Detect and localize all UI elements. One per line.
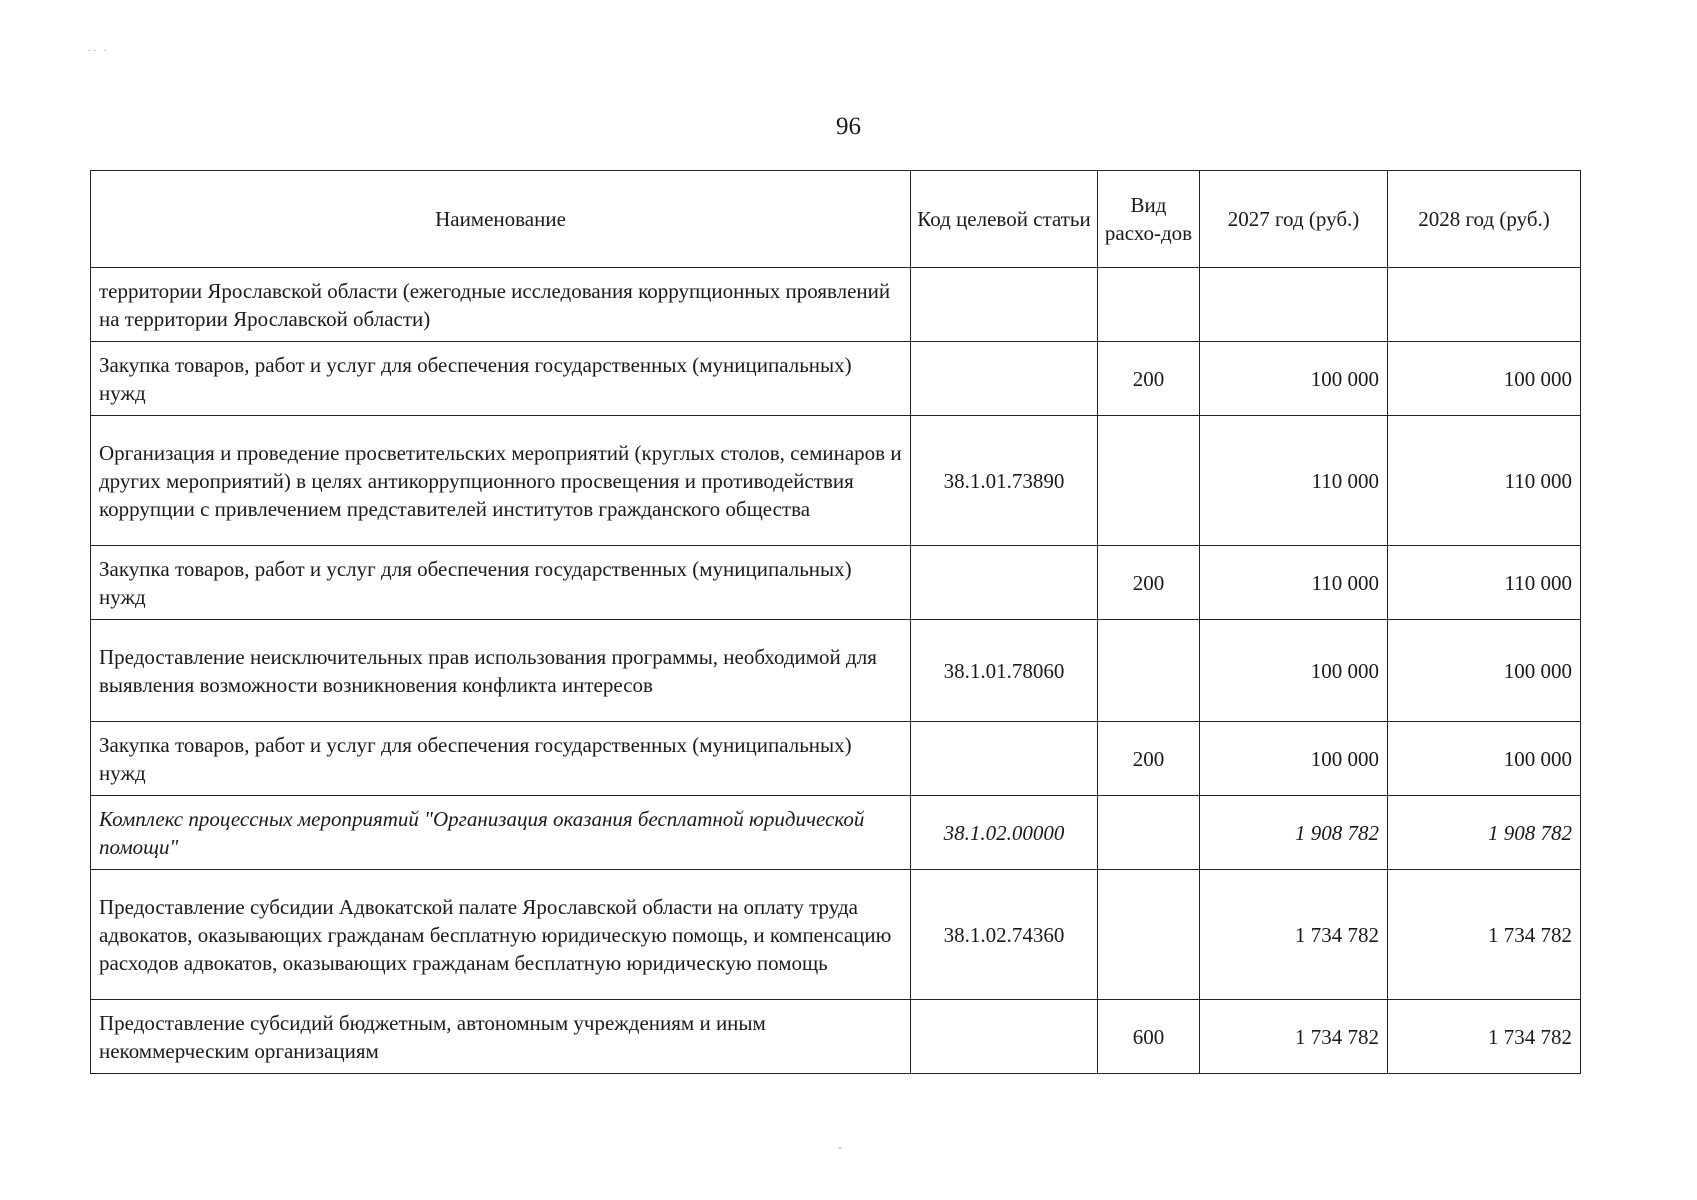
- cell-2028: 110 000: [1388, 546, 1581, 620]
- cell-2027: 110 000: [1200, 416, 1388, 546]
- table-row: [91, 416, 1581, 546]
- cell-code: [911, 268, 1098, 342]
- page-number: 96: [836, 113, 861, 140]
- table-row: [91, 870, 1581, 1000]
- budget-table: [90, 170, 1581, 1074]
- cell-2027: [1200, 268, 1388, 342]
- cell-2027: 100 000: [1200, 620, 1388, 722]
- cell-code: 38.1.01.78060: [911, 620, 1098, 722]
- header-year-2028: 2028 год (руб.): [1388, 171, 1581, 268]
- table-row: [91, 1000, 1581, 1074]
- cell-2028: [1388, 268, 1581, 342]
- table-header-row: [91, 171, 1581, 268]
- cell-2028: 100 000: [1388, 722, 1581, 796]
- cell-2028: 100 000: [1388, 620, 1581, 722]
- cell-2027: 1 734 782: [1200, 870, 1388, 1000]
- cell-kind: 200: [1098, 342, 1200, 416]
- cell-2028: 1 908 782: [1388, 796, 1581, 870]
- cell-2027: 1 734 782: [1200, 1000, 1388, 1074]
- scan-artifact-dot: -: [838, 1140, 842, 1154]
- cell-kind: [1098, 416, 1200, 546]
- header-year-2027: 2027 год (руб.): [1200, 171, 1388, 268]
- cell-code: 38.1.01.73890: [911, 416, 1098, 546]
- cell-code: [911, 342, 1098, 416]
- cell-name: Предоставление субсидии Адвокатской палате Ярославской области на оплату труда адвокатов, оказывающих гражданам бесплатную юридическую помощь, и компенсацию расходов адвокатов, оказывающих гражданам бесплатную юридическую помощь: [91, 870, 911, 1000]
- cell-2028: 110 000: [1388, 416, 1581, 546]
- cell-name: Закупка товаров, работ и услуг для обеспечения государственных (муниципальных) нужд: [91, 546, 911, 620]
- table-row: [91, 342, 1581, 416]
- cell-kind: [1098, 620, 1200, 722]
- cell-name: Комплекс процессных мероприятий "Организация оказания бесплатной юридической помощи": [91, 796, 911, 870]
- header-name: Наименование: [91, 171, 911, 268]
- cell-name: Предоставление субсидий бюджетным, автономным учреждениям и иным некоммерческим организациям: [91, 1000, 911, 1074]
- cell-2027: 110 000: [1200, 546, 1388, 620]
- table-row: [91, 546, 1581, 620]
- cell-2028: 100 000: [1388, 342, 1581, 416]
- cell-kind: 200: [1098, 546, 1200, 620]
- header-code: Код целевой статьи: [911, 171, 1098, 268]
- cell-code: [911, 722, 1098, 796]
- scan-artifact-mark: ·· ·: [88, 46, 109, 57]
- cell-2027: 100 000: [1200, 722, 1388, 796]
- cell-code: 38.1.02.00000: [911, 796, 1098, 870]
- cell-code: [911, 1000, 1098, 1074]
- cell-name: Закупка товаров, работ и услуг для обеспечения государственных (муниципальных) нужд: [91, 342, 911, 416]
- table-row: [91, 722, 1581, 796]
- cell-kind: [1098, 796, 1200, 870]
- table-row-section: [91, 796, 1581, 870]
- cell-name: Организация и проведение просветительских мероприятий (круглых столов, семинаров и других мероприятий) в целях антикоррупционного просвещения и противодействия коррупции с привлечением представителей институтов гражданского общества: [91, 416, 911, 546]
- cell-name: Предоставление неисключительных прав использования программы, необходимой для выявления возможности возникновения конфликта интересов: [91, 620, 911, 722]
- header-kind: Вид расхо-дов: [1098, 171, 1200, 268]
- cell-name: территории Ярославской области (ежегодные исследования коррупционных проявлений на территории Ярославской области): [91, 268, 911, 342]
- cell-2028: 1 734 782: [1388, 1000, 1581, 1074]
- cell-code: 38.1.02.74360: [911, 870, 1098, 1000]
- cell-name: Закупка товаров, работ и услуг для обеспечения государственных (муниципальных) нужд: [91, 722, 911, 796]
- cell-code: [911, 546, 1098, 620]
- table-row: [91, 268, 1581, 342]
- table-row: [91, 620, 1581, 722]
- cell-kind: [1098, 870, 1200, 1000]
- cell-2028: 1 734 782: [1388, 870, 1581, 1000]
- cell-kind: 200: [1098, 722, 1200, 796]
- cell-kind: 600: [1098, 1000, 1200, 1074]
- cell-2027: 1 908 782: [1200, 796, 1388, 870]
- cell-2027: 100 000: [1200, 342, 1388, 416]
- cell-kind: [1098, 268, 1200, 342]
